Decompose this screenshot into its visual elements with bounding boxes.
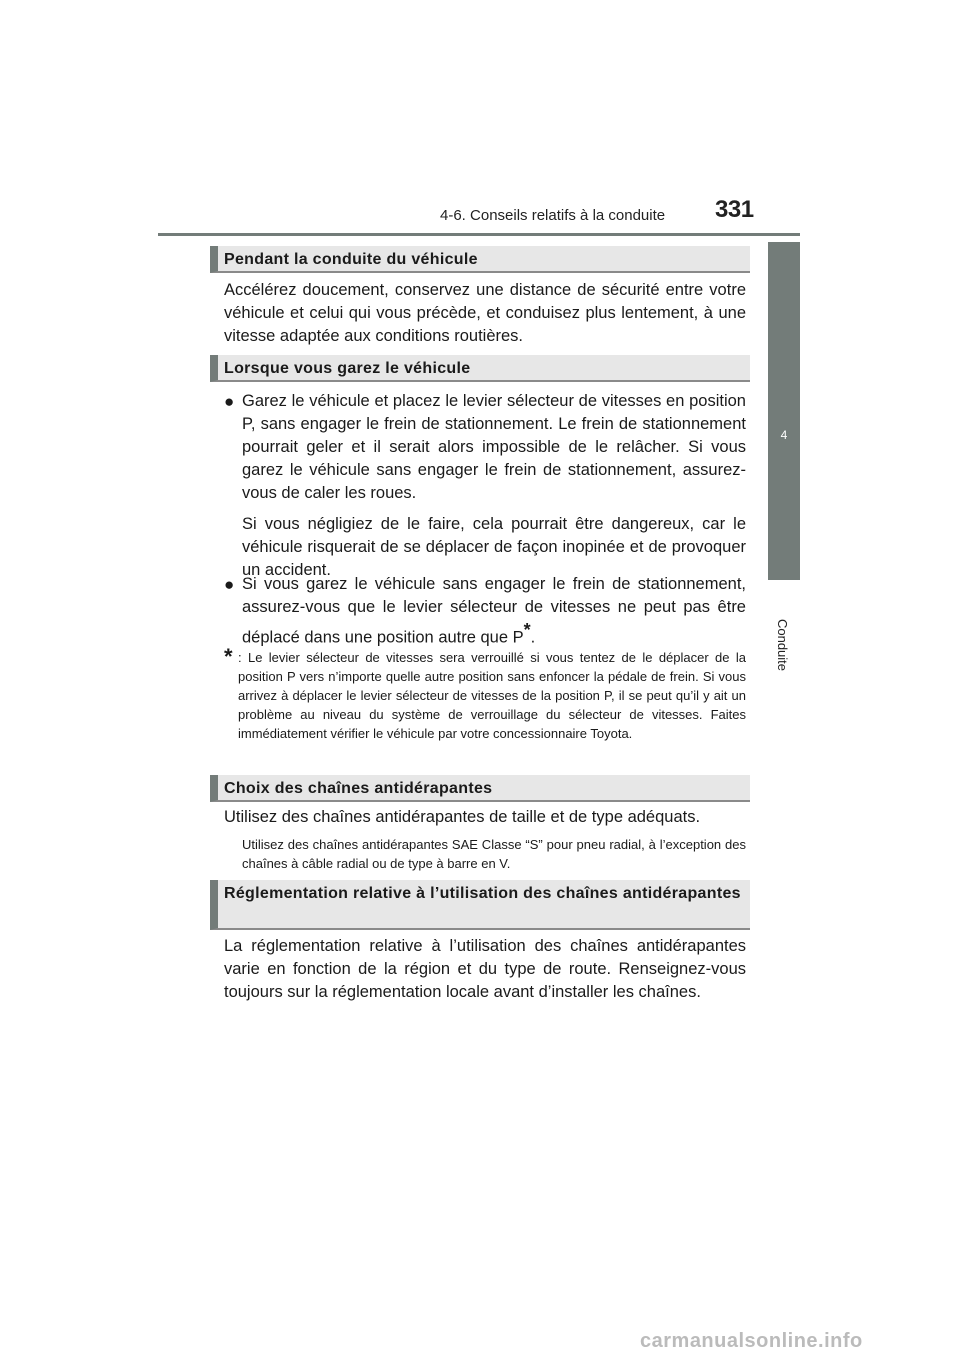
bullet-dot-icon: ● [224,575,235,594]
watermark: carmanualsonline.info [640,1330,863,1352]
chapter-number: 4 [780,428,788,442]
section-heading-parking: Lorsque vous garez le véhicule [210,355,750,382]
section-heading-driving: Pendant la conduite du véhicule [210,246,750,273]
section-heading-chains: Choix des chaînes antidérapantes [210,775,750,802]
bullet-text: Garez le véhicule et placez le levier sélecteur de vitesses en position P, sans engager le frein de stationnement. Le frein de stationnement pourrait geler et il serait alors impossible de le relâcher. Si vous garez le véhicule sans engager le frein de stationnement, assurez-vous de caler les roues. [242,392,746,502]
chapter-side-tab [768,242,800,580]
bullet-dot-icon: ● [224,392,235,411]
chapter-label: Conduite [775,618,790,672]
bullet-text-end: . [530,628,536,647]
bullet-item-parking-1 [224,390,746,582]
header-rule [158,233,800,236]
page-number: 331 [715,196,754,223]
footnote-reference-star: * [523,620,531,640]
header-section-title: 4-6. Conseils relatifs à la conduite [440,207,666,224]
note-chains: Utilisez des chaînes antidérapantes SAE Classe “S” pour pneu radial, à l’exception des chaînes à câble radial ou de type à barre en V. [242,837,746,871]
bullet-note: Si vous négligiez de le faire, cela pourrait être dangereux, car le véhicule risquerait de se déplacer de façon inopinée et de provoquer un accident. [242,515,746,579]
bullet-item-parking-2 [224,573,746,650]
footnote-star: * [224,644,233,669]
bullet-text: Si vous garez le véhicule sans engager le frein de stationnement, assurez-vous que le levier sélecteur de vitesses ne peut pas être déplacé dans une position autre que P [242,575,746,647]
paragraph-regulation: La réglementation relative à l’utilisation des chaînes antidérapantes varie en fonction de la région et du type de route. Renseignez-vous toujours sur la réglementation locale avant d’installer les chaînes. [224,937,746,1001]
paragraph-chains: Utilisez des chaînes antidérapantes de taille et de type adéquats. [224,808,701,826]
section-heading-regulation: Réglementation relative à l’utilisation des chaînes antidérapantes [210,880,750,930]
footnote-text: : Le levier sélecteur de vitesses sera verrouillé si vous tentez de le déplacer de la position P vers n’importe quelle autre position sans enfoncer la pédale de frein. Si vous arrivez à déplacer le levier sélecteur de vitesses de la position P, il se peut qu’il y ait un problème au niveau du système de verrouillage du sélecteur de vitesses. Faites immédiatement vérifier le véhicule par votre concessionnaire Toyota. [238,650,746,741]
paragraph-driving: Accélérez doucement, conservez une distance de sécurité entre votre véhicule et celui qui vous précède, et conduisez plus lentement, à une vitesse adaptée aux conditions routières. [224,281,746,345]
